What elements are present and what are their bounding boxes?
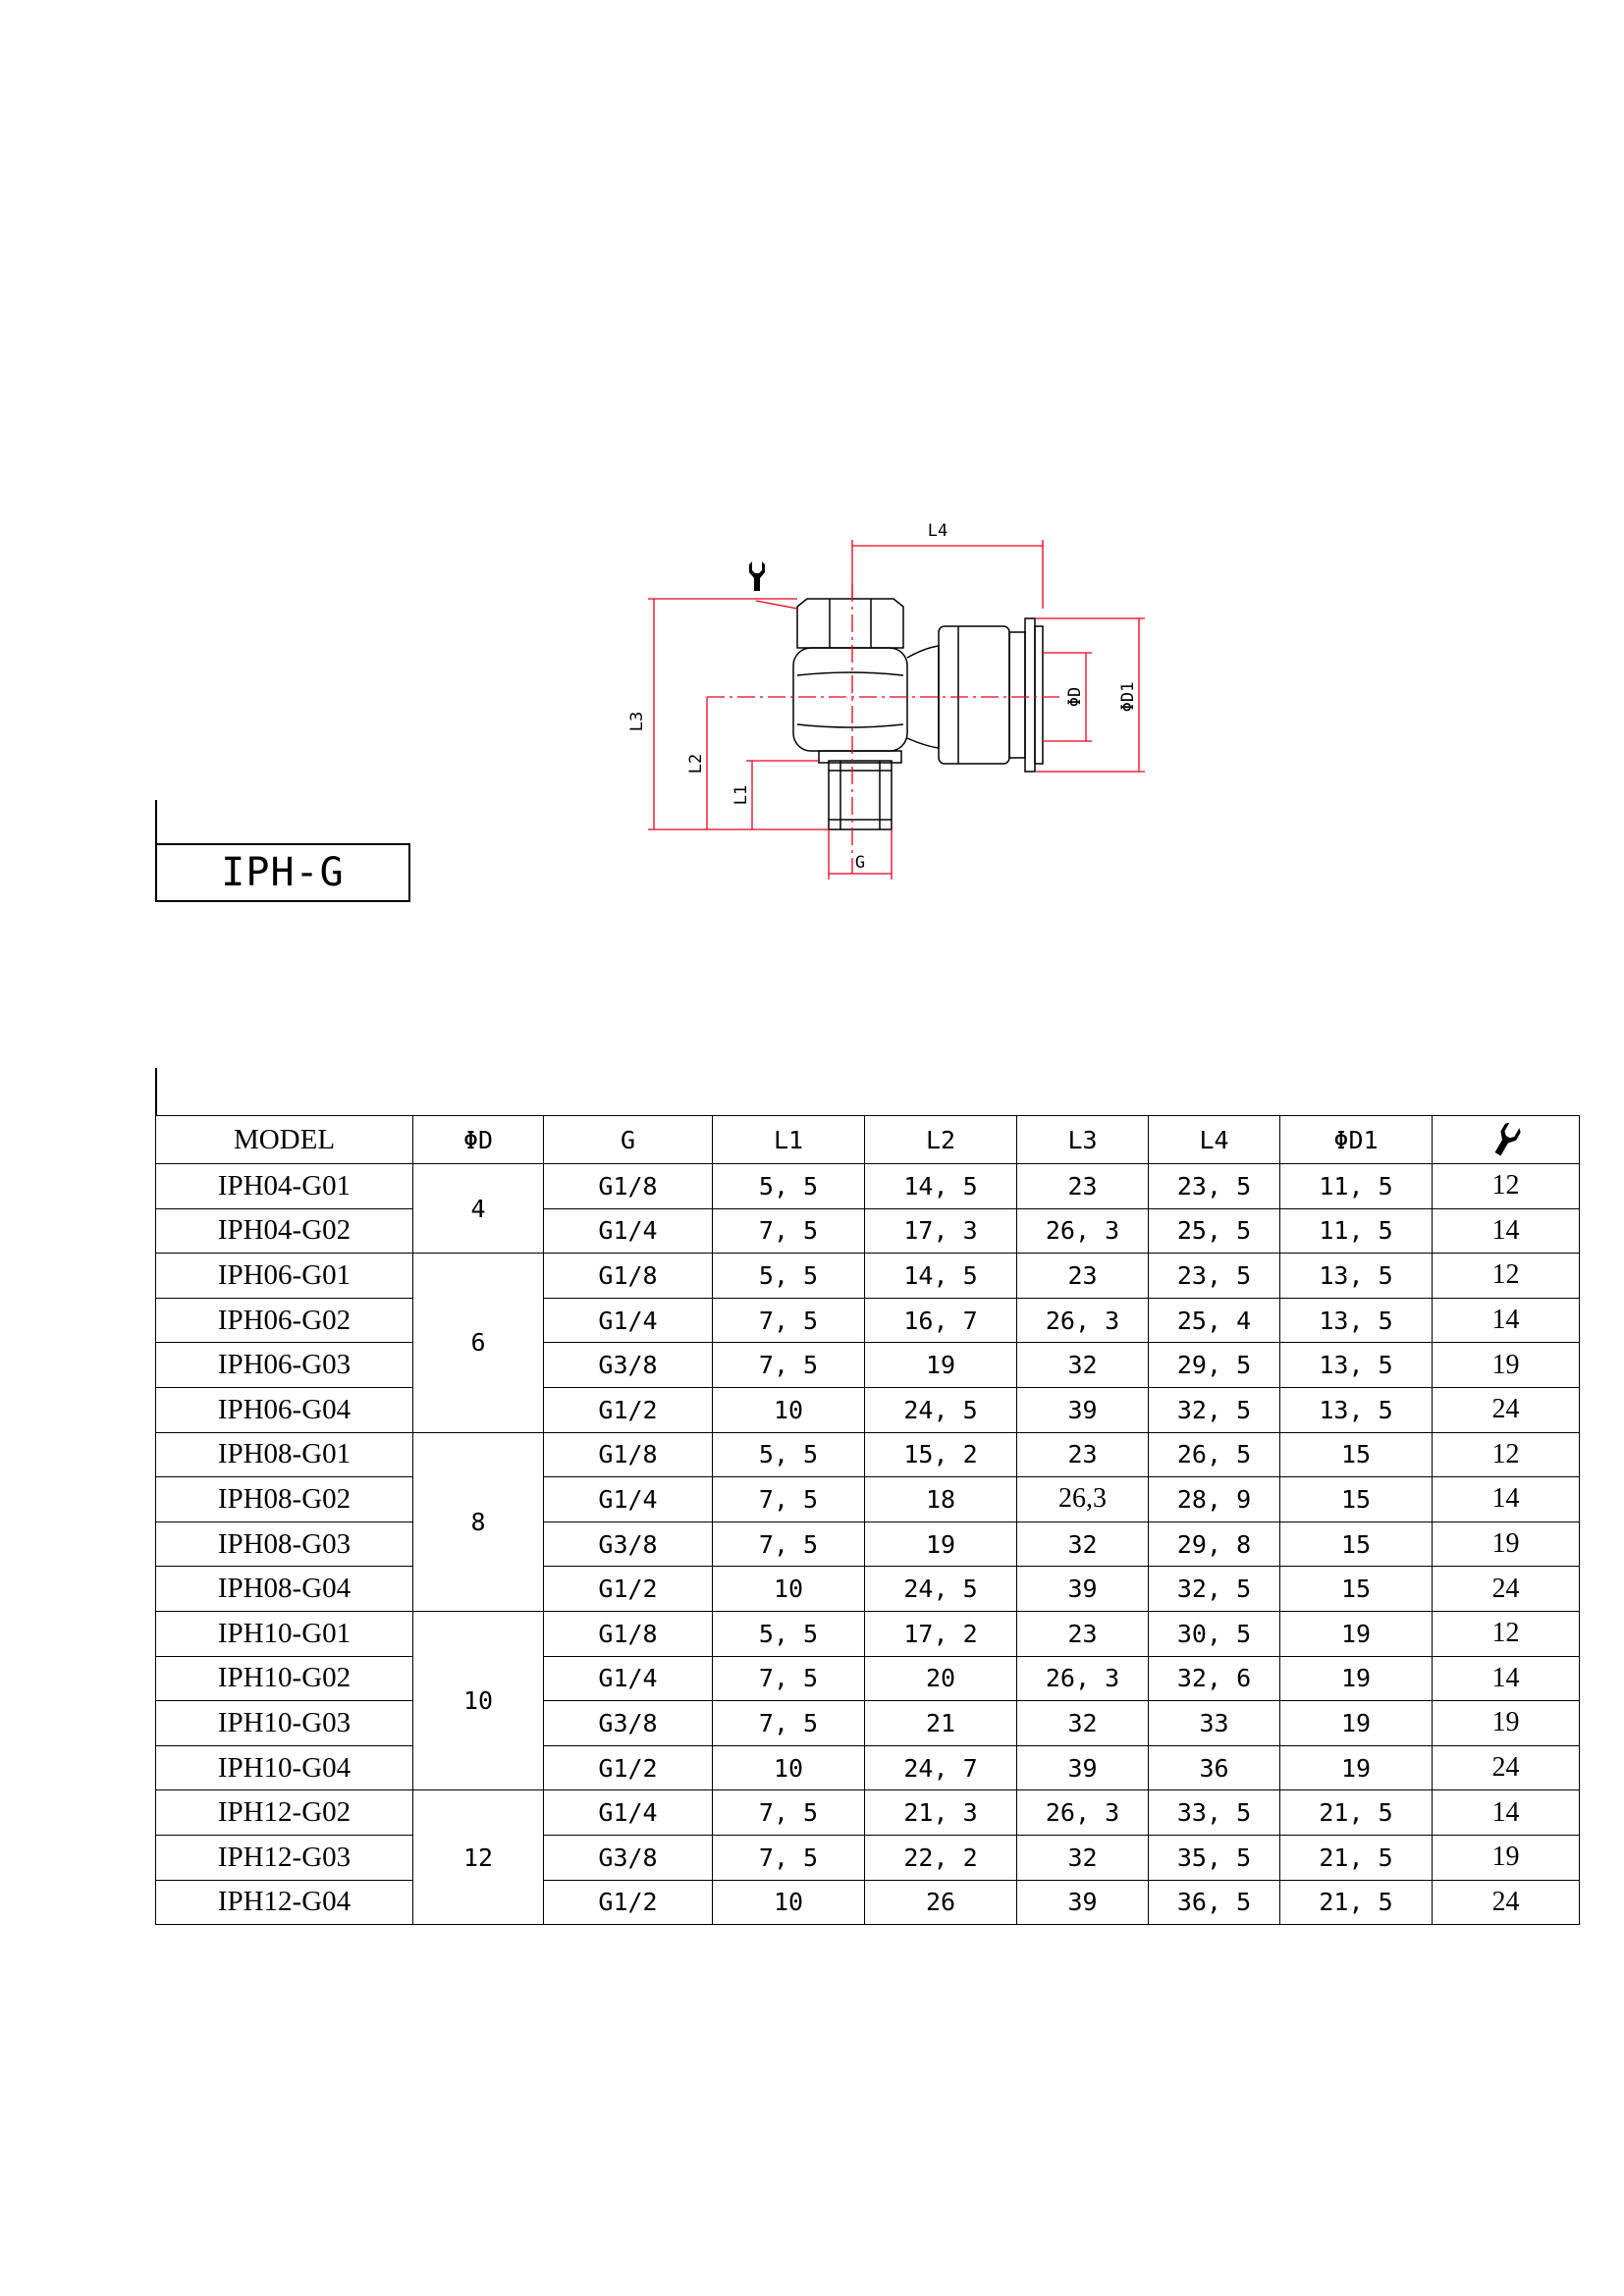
cell-wrench: 19 bbox=[1433, 1522, 1580, 1567]
cell-phi-d1: 19 bbox=[1280, 1701, 1433, 1746]
cell-l4: 32, 5 bbox=[1149, 1387, 1280, 1432]
cell-l2: 15, 2 bbox=[865, 1432, 1017, 1477]
cell-phi-d1: 19 bbox=[1280, 1611, 1433, 1656]
cell-l2: 18 bbox=[865, 1477, 1017, 1522]
cell-phi-d1: 13, 5 bbox=[1280, 1254, 1433, 1299]
cell-phi-d1: 13, 5 bbox=[1280, 1343, 1433, 1388]
header-l3: L3 bbox=[1017, 1116, 1149, 1164]
table-row bbox=[156, 1387, 1580, 1432]
cell-l4: 23, 5 bbox=[1149, 1254, 1280, 1299]
wrench-icon bbox=[1489, 1123, 1523, 1156]
cell-l3: 26,3 bbox=[1017, 1477, 1149, 1522]
cell-wrench: 24 bbox=[1433, 1745, 1580, 1790]
cell-phi-d1: 11, 5 bbox=[1280, 1164, 1433, 1209]
cell-l4: 25, 5 bbox=[1149, 1208, 1280, 1254]
cell-l2: 21, 3 bbox=[865, 1790, 1017, 1836]
cell-g: G1/2 bbox=[544, 1745, 713, 1790]
product-title: IPH-G bbox=[155, 843, 410, 902]
cell-l3: 39 bbox=[1017, 1745, 1149, 1790]
header-l4: L4 bbox=[1149, 1116, 1280, 1164]
cell-l3: 32 bbox=[1017, 1343, 1149, 1388]
cell-l3: 39 bbox=[1017, 1880, 1149, 1925]
cell-l2: 16, 7 bbox=[865, 1298, 1017, 1343]
cell-g: G1/8 bbox=[544, 1254, 713, 1299]
table-row bbox=[156, 1298, 1580, 1343]
table-row bbox=[156, 1343, 1580, 1388]
cell-l3: 23 bbox=[1017, 1432, 1149, 1477]
cell-phi-d1: 13, 5 bbox=[1280, 1298, 1433, 1343]
cell-l3: 32 bbox=[1017, 1701, 1149, 1746]
cell-wrench: 24 bbox=[1433, 1387, 1580, 1432]
cell-l2: 17, 2 bbox=[865, 1611, 1017, 1656]
cell-l2: 14, 5 bbox=[865, 1164, 1017, 1209]
table-row bbox=[156, 1835, 1580, 1880]
header-l2: L2 bbox=[865, 1116, 1017, 1164]
spec-table bbox=[155, 1115, 1580, 1925]
cell-g: G1/4 bbox=[544, 1790, 713, 1836]
cell-model: IPH06-G03 bbox=[156, 1343, 413, 1388]
table-row bbox=[156, 1790, 1580, 1836]
cell-phi-d1: 13, 5 bbox=[1280, 1387, 1433, 1432]
cell-wrench: 19 bbox=[1433, 1701, 1580, 1746]
cell-model: IPH06-G01 bbox=[156, 1254, 413, 1299]
cell-g: G1/2 bbox=[544, 1567, 713, 1612]
fitting-body bbox=[793, 599, 1043, 829]
cell-l3: 26, 3 bbox=[1017, 1656, 1149, 1701]
table-row bbox=[156, 1477, 1580, 1522]
cell-model: IPH08-G04 bbox=[156, 1567, 413, 1612]
cell-l3: 23 bbox=[1017, 1164, 1149, 1209]
cell-g: G1/2 bbox=[544, 1387, 713, 1432]
cell-wrench: 19 bbox=[1433, 1835, 1580, 1880]
cell-l2: 21 bbox=[865, 1701, 1017, 1746]
cell-wrench: 19 bbox=[1433, 1343, 1580, 1388]
cell-model: IPH10-G03 bbox=[156, 1701, 413, 1746]
cell-model: IPH04-G01 bbox=[156, 1164, 413, 1209]
cell-l4: 32, 6 bbox=[1149, 1656, 1280, 1701]
cell-l2: 19 bbox=[865, 1522, 1017, 1567]
cell-l4: 35, 5 bbox=[1149, 1835, 1280, 1880]
cell-l4: 28, 9 bbox=[1149, 1477, 1280, 1522]
cell-model: IPH12-G02 bbox=[156, 1790, 413, 1836]
cell-l2: 19 bbox=[865, 1343, 1017, 1388]
header-phi-d: ΦD bbox=[413, 1116, 544, 1164]
table-row bbox=[156, 1208, 1580, 1254]
cell-l1: 7, 5 bbox=[713, 1208, 865, 1254]
header-l1: L1 bbox=[713, 1116, 865, 1164]
cell-l1: 7, 5 bbox=[713, 1522, 865, 1567]
cell-g: G3/8 bbox=[544, 1835, 713, 1880]
cell-phi-d1: 15 bbox=[1280, 1477, 1433, 1522]
cell-l1: 7, 5 bbox=[713, 1790, 865, 1836]
cell-l1: 5, 5 bbox=[713, 1611, 865, 1656]
header-g: G bbox=[544, 1116, 713, 1164]
cell-model: IPH04-G02 bbox=[156, 1208, 413, 1254]
table-row bbox=[156, 1254, 1580, 1299]
cell-l2: 14, 5 bbox=[865, 1254, 1017, 1299]
table-divider bbox=[155, 1068, 157, 1115]
cell-wrench: 14 bbox=[1433, 1656, 1580, 1701]
cell-wrench: 24 bbox=[1433, 1567, 1580, 1612]
cell-phi-d: 4 bbox=[413, 1164, 544, 1254]
cell-wrench: 14 bbox=[1433, 1208, 1580, 1254]
cell-model: IPH08-G02 bbox=[156, 1477, 413, 1522]
cell-l2: 24, 5 bbox=[865, 1567, 1017, 1612]
cell-model: IPH08-G03 bbox=[156, 1522, 413, 1567]
cell-l4: 30, 5 bbox=[1149, 1611, 1280, 1656]
cell-l1: 5, 5 bbox=[713, 1254, 865, 1299]
cell-l1: 7, 5 bbox=[713, 1343, 865, 1388]
table-row bbox=[156, 1745, 1580, 1790]
cell-wrench: 12 bbox=[1433, 1611, 1580, 1656]
cell-g: G1/8 bbox=[544, 1164, 713, 1209]
cell-phi-d: 10 bbox=[413, 1611, 544, 1789]
table-body bbox=[156, 1164, 1580, 1925]
cell-model: IPH12-G03 bbox=[156, 1835, 413, 1880]
cell-l2: 17, 3 bbox=[865, 1208, 1017, 1254]
header-model: MODEL bbox=[156, 1116, 413, 1164]
cell-g: G1/8 bbox=[544, 1611, 713, 1656]
cell-l1: 10 bbox=[713, 1745, 865, 1790]
cell-l1: 10 bbox=[713, 1567, 865, 1612]
cell-wrench: 14 bbox=[1433, 1298, 1580, 1343]
cell-model: IPH06-G04 bbox=[156, 1387, 413, 1432]
cell-phi-d: 6 bbox=[413, 1254, 544, 1432]
cell-g: G1/4 bbox=[544, 1477, 713, 1522]
cell-phi-d1: 15 bbox=[1280, 1567, 1433, 1612]
cell-g: G3/8 bbox=[544, 1522, 713, 1567]
cell-phi-d1: 15 bbox=[1280, 1522, 1433, 1567]
label-l1: L1 bbox=[731, 784, 751, 806]
label-g: G bbox=[854, 853, 866, 873]
cell-wrench: 24 bbox=[1433, 1880, 1580, 1925]
cell-wrench: 14 bbox=[1433, 1790, 1580, 1836]
label-l3: L3 bbox=[627, 711, 647, 732]
cell-wrench: 12 bbox=[1433, 1254, 1580, 1299]
cell-l2: 20 bbox=[865, 1656, 1017, 1701]
cell-l1: 5, 5 bbox=[713, 1164, 865, 1209]
fitting-drawing bbox=[609, 501, 1237, 893]
cell-model: IPH10-G04 bbox=[156, 1745, 413, 1790]
header-wrench bbox=[1433, 1116, 1580, 1164]
cell-phi-d1: 21, 5 bbox=[1280, 1880, 1433, 1925]
cell-l4: 26, 5 bbox=[1149, 1432, 1280, 1477]
table-row bbox=[156, 1522, 1580, 1567]
table-row bbox=[156, 1611, 1580, 1656]
cell-g: G1/4 bbox=[544, 1656, 713, 1701]
cell-g: G1/4 bbox=[544, 1298, 713, 1343]
cell-l1: 10 bbox=[713, 1880, 865, 1925]
cell-l3: 26, 3 bbox=[1017, 1208, 1149, 1254]
cell-l3: 39 bbox=[1017, 1387, 1149, 1432]
cell-l4: 32, 5 bbox=[1149, 1567, 1280, 1612]
cell-l4: 36, 5 bbox=[1149, 1880, 1280, 1925]
cell-wrench: 14 bbox=[1433, 1477, 1580, 1522]
table-row bbox=[156, 1567, 1580, 1612]
cell-l3: 26, 3 bbox=[1017, 1298, 1149, 1343]
cell-g: G1/2 bbox=[544, 1880, 713, 1925]
cell-l1: 7, 5 bbox=[713, 1477, 865, 1522]
cell-phi-d1: 19 bbox=[1280, 1745, 1433, 1790]
cell-l2: 24, 5 bbox=[865, 1387, 1017, 1432]
cell-g: G3/8 bbox=[544, 1701, 713, 1746]
cell-model: IPH10-G02 bbox=[156, 1656, 413, 1701]
cell-l3: 23 bbox=[1017, 1611, 1149, 1656]
cell-model: IPH12-G04 bbox=[156, 1880, 413, 1925]
cell-phi-d1: 11, 5 bbox=[1280, 1208, 1433, 1254]
cell-l1: 7, 5 bbox=[713, 1656, 865, 1701]
cell-l3: 32 bbox=[1017, 1835, 1149, 1880]
wrench-icon bbox=[749, 561, 765, 591]
table-header-row bbox=[156, 1116, 1580, 1164]
label-l4: L4 bbox=[927, 521, 948, 541]
cell-l1: 7, 5 bbox=[713, 1835, 865, 1880]
header-phi-d1: ΦD1 bbox=[1280, 1116, 1433, 1164]
cell-l2: 26 bbox=[865, 1880, 1017, 1925]
cell-wrench: 12 bbox=[1433, 1432, 1580, 1477]
cell-phi-d1: 21, 5 bbox=[1280, 1790, 1433, 1836]
table-row bbox=[156, 1701, 1580, 1746]
cell-model: IPH10-G01 bbox=[156, 1611, 413, 1656]
cell-g: G1/4 bbox=[544, 1208, 713, 1254]
cell-l3: 32 bbox=[1017, 1522, 1149, 1567]
cell-l4: 33, 5 bbox=[1149, 1790, 1280, 1836]
cell-l4: 23, 5 bbox=[1149, 1164, 1280, 1209]
title-divider bbox=[155, 800, 157, 844]
table-row bbox=[156, 1656, 1580, 1701]
cell-l4: 33 bbox=[1149, 1701, 1280, 1746]
cell-phi-d: 12 bbox=[413, 1790, 544, 1925]
cell-l2: 22, 2 bbox=[865, 1835, 1017, 1880]
cell-l1: 5, 5 bbox=[713, 1432, 865, 1477]
cell-model: IPH06-G02 bbox=[156, 1298, 413, 1343]
label-phi-d: ΦD bbox=[1065, 686, 1085, 708]
cell-l3: 23 bbox=[1017, 1254, 1149, 1299]
cell-g: G1/8 bbox=[544, 1432, 713, 1477]
table-row bbox=[156, 1880, 1580, 1925]
cell-phi-d1: 19 bbox=[1280, 1656, 1433, 1701]
cell-l3: 39 bbox=[1017, 1567, 1149, 1612]
cell-l4: 29, 8 bbox=[1149, 1522, 1280, 1567]
cell-wrench: 12 bbox=[1433, 1164, 1580, 1209]
dimension-lines bbox=[648, 540, 1145, 880]
label-l2: L2 bbox=[686, 753, 706, 774]
cell-l1: 7, 5 bbox=[713, 1701, 865, 1746]
cell-l4: 29, 5 bbox=[1149, 1343, 1280, 1388]
cell-model: IPH08-G01 bbox=[156, 1432, 413, 1477]
technical-drawing bbox=[609, 501, 1237, 893]
cell-l1: 7, 5 bbox=[713, 1298, 865, 1343]
cell-l1: 10 bbox=[713, 1387, 865, 1432]
cell-l4: 25, 4 bbox=[1149, 1298, 1280, 1343]
cell-phi-d1: 15 bbox=[1280, 1432, 1433, 1477]
cell-phi-d1: 21, 5 bbox=[1280, 1835, 1433, 1880]
cell-l4: 36 bbox=[1149, 1745, 1280, 1790]
label-phi-d1: ΦD1 bbox=[1118, 681, 1138, 713]
cell-phi-d: 8 bbox=[413, 1432, 544, 1611]
cell-l3: 26, 3 bbox=[1017, 1790, 1149, 1836]
table-row bbox=[156, 1432, 1580, 1477]
cell-l2: 24, 7 bbox=[865, 1745, 1017, 1790]
cell-g: G3/8 bbox=[544, 1343, 713, 1388]
table-row bbox=[156, 1164, 1580, 1209]
